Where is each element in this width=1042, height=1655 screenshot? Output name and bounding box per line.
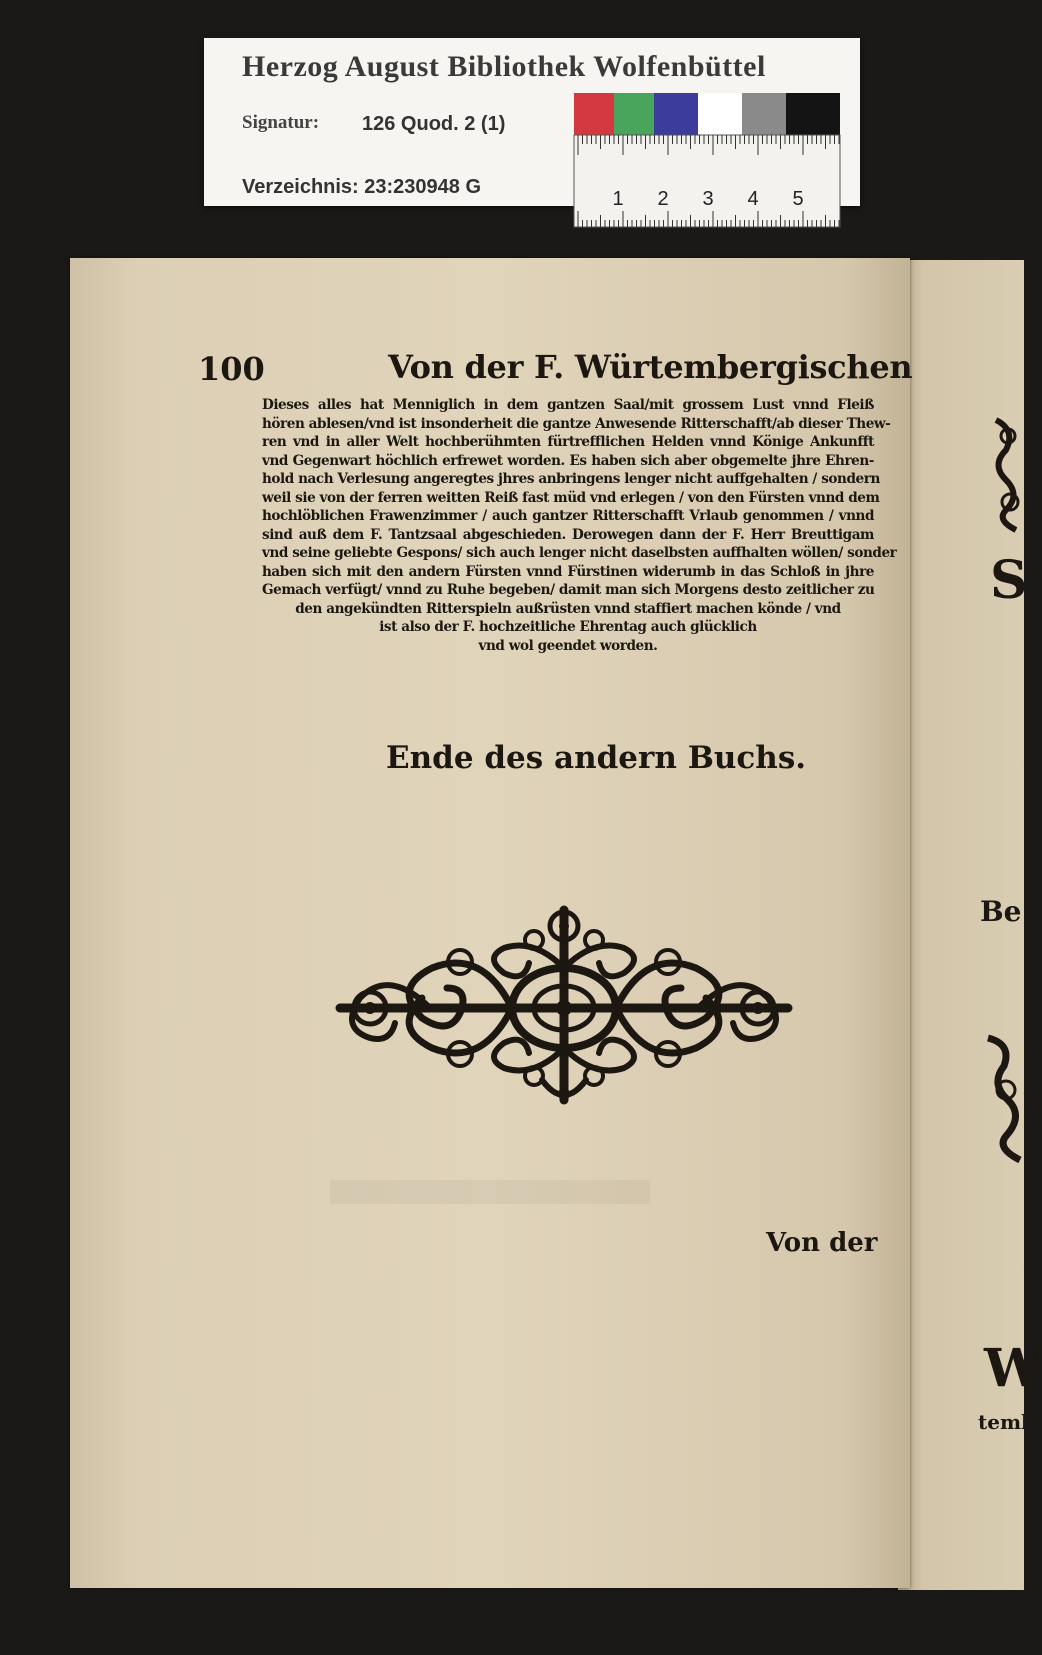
facing-page-edge	[898, 260, 1042, 1590]
library-name: Herzog August Bibliothek Wolfenbüttel	[242, 50, 766, 83]
black-swatch	[786, 93, 840, 135]
body-line: hold nach Verlesung angeregtes jhres anbringens lenger nicht auffgehalten / sondern	[262, 471, 880, 487]
body-line: weil sie von der ferren weitten Reiß fast müd vnd erlegen / von den Fürsten vnnd dem	[262, 489, 880, 506]
blue-swatch	[654, 93, 698, 135]
body-line: vnd Gegenwart höchlich erfrewet worden. Es haben sich aber obgemelte jhre Ehren-	[262, 452, 874, 469]
verzeichnis-label: Verzeichnis: 23:230948 G	[242, 176, 482, 198]
page-number: 100	[198, 350, 265, 388]
body-line: den angekündten Ritterspieln außrüsten vnnd staffiert machen könde / vnd	[295, 600, 841, 617]
running-title: Von der F. Würtembergischen	[388, 348, 913, 386]
body-line: Gemach verfügt/ vnnd zu Ruhe begeben/ damit man sich Morgens desto zeitlicher zu	[262, 582, 875, 598]
ruler-label: 2	[657, 188, 669, 210]
ruler-label: 1	[612, 188, 624, 210]
body-line: hochlöblichen Frawenzimmer / auch gantzer Ritterschafft Vrlaub genommen / vnnd	[262, 508, 874, 524]
body-line: vnd seine geliebte Gespons/ sich auch lenger nicht daselbsten auffhalten wöllen/ sonder	[262, 545, 897, 561]
facing-text-fragment: temb	[978, 1410, 1036, 1434]
signatur-label: Signatur:	[242, 112, 320, 133]
facing-text-fragment: S	[990, 550, 1028, 611]
body-line: hören ablesen/vnd ist insonderheit die gantze Anwesende Ritterschafft/ab dieser Thew-	[262, 415, 891, 432]
library-card	[204, 38, 860, 210]
body-line: sind auß dem F. Tantzsaal abgeschieden. Derowegen dann der F. Herr Breuttigam	[262, 526, 874, 543]
facing-ornament-bottom	[980, 1030, 1024, 1170]
measurement-ruler	[574, 135, 840, 227]
red-swatch	[574, 93, 614, 135]
body-line: haben sich mit den andern Fürsten vnnd Fürstinen widerumb in das Schloß in jhre	[262, 563, 874, 580]
facing-ornament-top	[986, 410, 1026, 540]
decorative-vignette	[320, 900, 808, 1110]
facing-text-fragment: Be	[980, 895, 1022, 928]
ruler-label: 5	[792, 188, 804, 210]
white-swatch	[698, 93, 742, 135]
body-paragraph	[262, 396, 897, 655]
gray-swatch	[742, 93, 786, 135]
facing-text-fragment: W	[984, 1338, 1042, 1399]
ruler-label: 3	[702, 188, 714, 210]
show-through-smudge	[330, 1180, 650, 1204]
ruler-label: 4	[747, 188, 759, 210]
body-line: ren vnd in aller Welt hochberühmten fürtrefflichen Helden vnnd Könige Ankunfft	[262, 434, 874, 450]
green-swatch	[614, 93, 654, 135]
body-line: Dieses alles hat Menniglich in dem gantzen Saal/mit grossem Lust vnnd Fleiß	[262, 397, 874, 413]
body-line: ist also der F. hochzeitliche Ehrentag auch glücklich	[379, 619, 757, 635]
signatur-value: 126 Quod. 2 (1)	[362, 113, 506, 135]
body-line: vnd wol geendet worden.	[478, 637, 658, 654]
end-of-book-heading: Ende des andern Buchs.	[386, 740, 807, 776]
catchword: Von der	[766, 1228, 878, 1258]
color-calibration-chart	[574, 93, 840, 135]
